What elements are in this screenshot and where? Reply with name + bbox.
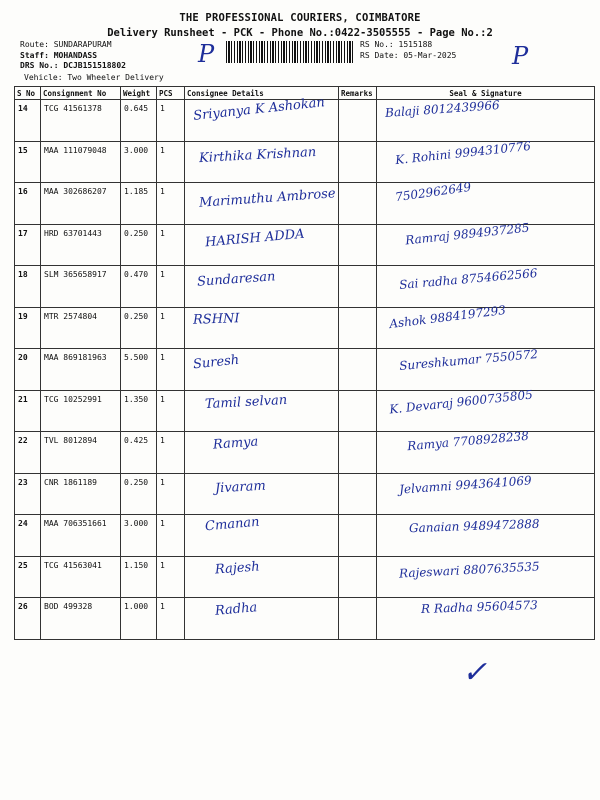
row-remarks	[339, 349, 377, 391]
row-remarks	[339, 307, 377, 349]
row-signature-cell	[377, 266, 595, 308]
table-row	[15, 349, 595, 391]
row-consignment-no: SLM 365658917	[41, 266, 121, 308]
row-weight: 1.185	[121, 183, 157, 225]
row-pcs: 1	[157, 266, 185, 308]
col-weight: Weight	[121, 87, 157, 100]
row-weight: 0.250	[121, 224, 157, 266]
row-consignee-handwriting: Rajesh	[214, 558, 261, 578]
table-row	[15, 390, 595, 432]
row-consignment-no: MAA 706351661	[41, 515, 121, 557]
row-consignee-handwriting: Tamil selvan	[204, 392, 288, 412]
table-row	[15, 183, 595, 225]
row-remarks	[339, 141, 377, 183]
row-consignee-cell	[185, 349, 339, 391]
row-consignment-no: TVL 8012894	[41, 432, 121, 474]
row-consignment-no: MAA 302686207	[41, 183, 121, 225]
row-pcs: 1	[157, 307, 185, 349]
row-consignee-cell	[185, 183, 339, 225]
row-signature-handwriting: Rajeswari 8807635535	[398, 558, 540, 581]
row-consignee-cell	[185, 432, 339, 474]
row-weight: 0.470	[121, 266, 157, 308]
col-sno: S No	[15, 87, 41, 100]
row-signature-cell	[377, 428, 595, 474]
row-signature-handwriting: Sai radha 8754662566	[398, 265, 539, 293]
row-signature-handwriting: R Radha 95604573	[420, 597, 538, 617]
row-weight: 0.645	[121, 100, 157, 142]
row-remarks	[339, 266, 377, 308]
row-pcs: 1	[157, 100, 185, 142]
row-remarks	[339, 100, 377, 142]
row-sno: 25	[15, 556, 41, 598]
row-signature-handwriting: Jelvamni 9943641069	[398, 472, 533, 497]
row-signature-cell	[377, 598, 595, 640]
row-sno: 14	[15, 100, 41, 142]
row-weight: 0.250	[121, 307, 157, 349]
table-row	[15, 100, 595, 142]
row-weight: 0.250	[121, 473, 157, 515]
row-sno: 24	[15, 515, 41, 557]
col-consignee: Consignee Details	[185, 87, 339, 100]
table-row	[15, 266, 595, 308]
row-sno: 26	[15, 598, 41, 640]
row-sno: 23	[15, 473, 41, 515]
row-consignee-handwriting: Radha	[214, 600, 258, 619]
row-consignee-cell	[185, 95, 339, 142]
row-consignee-cell	[185, 224, 339, 266]
row-pcs: 1	[157, 556, 185, 598]
row-consignment-no: CNR 1861189	[41, 473, 121, 515]
route-staff-block	[20, 40, 126, 72]
row-pcs: 1	[157, 515, 185, 557]
handwritten-tick: ✓	[462, 655, 488, 690]
row-consignment-no: TCG 10252991	[41, 390, 121, 432]
row-weight: 1.000	[121, 598, 157, 640]
row-weight: 3.000	[121, 141, 157, 183]
row-consignment-no: BOD 499328	[41, 598, 121, 640]
row-sno: 15	[15, 141, 41, 183]
row-signature-cell	[377, 346, 595, 391]
route-label: Route: SUNDARAPURAM	[20, 40, 112, 49]
row-consignee-cell	[185, 556, 339, 598]
table-row	[15, 141, 595, 183]
row-consignee-cell	[185, 473, 339, 515]
row-signature-cell	[377, 302, 595, 349]
table-row	[15, 556, 595, 598]
row-remarks	[339, 556, 377, 598]
row-consignee-cell	[185, 515, 339, 557]
rs-block	[360, 40, 456, 61]
row-remarks	[339, 224, 377, 266]
row-weight: 0.425	[121, 432, 157, 474]
table-row	[15, 224, 595, 266]
row-signature-handwriting: Ramraj 9894937285	[404, 220, 531, 247]
row-pcs: 1	[157, 141, 185, 183]
drs-barcode	[226, 41, 354, 63]
row-sno: 18	[15, 266, 41, 308]
col-pcs: PCS	[157, 87, 185, 100]
row-signature-handwriting: Ashok 9884197293	[388, 302, 507, 331]
row-signature-cell	[377, 473, 595, 515]
row-pcs: 1	[157, 390, 185, 432]
row-consignee-cell	[185, 390, 339, 432]
runsheet-title: Delivery Runsheet - PCK - Phone No.:0422-3505555 - Page No.:2	[107, 27, 493, 39]
row-pcs: 1	[157, 349, 185, 391]
row-consignee-cell	[185, 307, 339, 349]
row-consignee-handwriting: Sriyanya K Ashokan	[192, 95, 326, 124]
row-consignee-handwriting: Ramya	[212, 434, 259, 453]
row-sno: 20	[15, 349, 41, 391]
row-consignee-handwriting: Cmanan	[204, 514, 261, 535]
row-sno: 22	[15, 432, 41, 474]
table-row	[15, 307, 595, 349]
row-signature-handwriting: K. Devaraj 9600735805	[388, 387, 534, 416]
row-signature-cell	[377, 556, 595, 598]
row-consignment-no: MAA 869181963	[41, 349, 121, 391]
table-row	[15, 473, 595, 515]
row-signature-cell	[377, 100, 595, 142]
row-pcs: 1	[157, 183, 185, 225]
row-weight: 5.500	[121, 349, 157, 391]
row-remarks	[339, 183, 377, 225]
row-signature-handwriting: Ramya 7708928238	[406, 428, 530, 454]
col-remarks: Remarks	[339, 87, 377, 100]
row-sno: 16	[15, 183, 41, 225]
row-consignment-no: TCG 41563041	[41, 556, 121, 598]
row-consignment-no: MAA 111079048	[41, 141, 121, 183]
row-consignee-handwriting: Kirthika Krishnan	[198, 144, 317, 166]
row-consignee-cell	[185, 141, 339, 183]
row-consignee-handwriting: Suresh	[192, 352, 240, 373]
row-consignee-handwriting: RSHNI	[192, 310, 240, 328]
rs-number: RS No.: 1515188	[360, 40, 433, 49]
row-signature-cell	[377, 515, 595, 557]
row-sno: 21	[15, 390, 41, 432]
staff-label: Staff: MOHANDASS	[20, 50, 98, 60]
handwritten-p-right: P	[512, 42, 529, 70]
row-remarks	[339, 515, 377, 557]
row-consignee-handwriting: HARISH ADDA	[204, 226, 306, 250]
row-weight: 1.350	[121, 390, 157, 432]
runsheet-table	[14, 86, 595, 640]
table-row	[15, 598, 595, 640]
col-signature: Seal & Signature	[377, 87, 595, 100]
rs-date: RS Date: 05-Mar-2025	[360, 50, 457, 60]
row-consignee-cell	[185, 266, 339, 308]
row-signature-handwriting: Ganaian 9489472888	[408, 516, 540, 536]
row-signature-cell	[377, 220, 595, 266]
handwritten-p-left: P	[198, 40, 215, 68]
row-consignee-handwriting: Marimuthu Ambrose	[198, 186, 337, 211]
row-signature-handwriting: Sureshkumar 7550572	[398, 346, 539, 374]
row-consignment-no: HRD 63701443	[41, 224, 121, 266]
row-signature-cell	[377, 179, 595, 225]
row-remarks	[339, 432, 377, 474]
row-consignee-handwriting: Sundaresan	[196, 269, 276, 290]
row-weight: 3.000	[121, 515, 157, 557]
row-pcs: 1	[157, 598, 185, 640]
row-consignee-cell	[185, 598, 339, 640]
row-pcs: 1	[157, 473, 185, 515]
row-remarks	[339, 390, 377, 432]
row-sno: 17	[15, 224, 41, 266]
row-signature-cell	[377, 138, 595, 183]
row-signature-handwriting: Balaji 8012439966	[384, 98, 501, 120]
row-remarks	[339, 473, 377, 515]
row-sno: 19	[15, 307, 41, 349]
row-signature-handwriting: K. Rohini 9994310776	[394, 138, 532, 167]
row-signature-cell	[377, 387, 595, 432]
row-signature-handwriting: 7502962649	[394, 179, 472, 205]
company-title: THE PROFESSIONAL COURIERS, COIMBATORE	[179, 12, 421, 24]
row-pcs: 1	[157, 432, 185, 474]
row-remarks	[339, 598, 377, 640]
row-pcs: 1	[157, 224, 185, 266]
drs-label: DRS No.: DCJB151518802	[20, 61, 126, 70]
table-row	[15, 432, 595, 474]
table-row	[15, 515, 595, 557]
vehicle-label: Vehicle: Two Wheeler Delivery	[24, 73, 164, 82]
col-consignment: Consignment No	[41, 87, 121, 100]
row-weight: 1.150	[121, 556, 157, 598]
row-consignment-no: TCG 41561378	[41, 100, 121, 142]
row-consignee-handwriting: Jivaram	[214, 478, 267, 496]
row-consignment-no: MTR 2574804	[41, 307, 121, 349]
